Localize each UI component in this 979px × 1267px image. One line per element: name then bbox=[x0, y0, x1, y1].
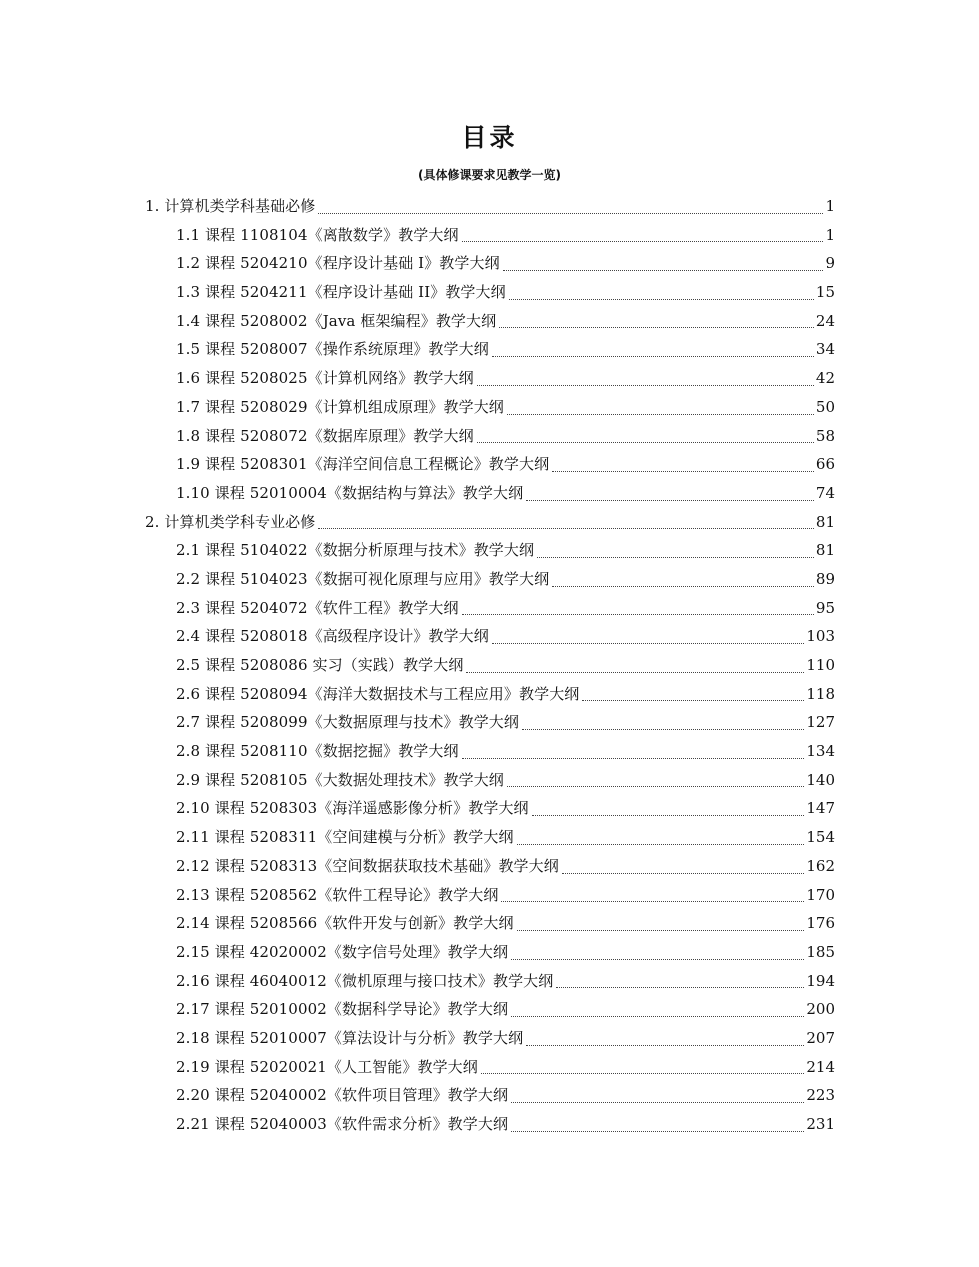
toc-entry[interactable] bbox=[145, 852, 835, 881]
toc-entry-title: 2.3 课程 5204072《软件工程》教学大纲 bbox=[176, 598, 459, 617]
toc-page-number: 58 bbox=[815, 426, 835, 445]
toc-entry[interactable] bbox=[145, 1024, 835, 1053]
toc-entry[interactable] bbox=[145, 967, 835, 996]
toc-page-number: 134 bbox=[806, 742, 835, 761]
toc-page-number: 74 bbox=[815, 483, 835, 502]
toc-page-number: 1 bbox=[825, 225, 835, 244]
toc-entry[interactable] bbox=[145, 651, 835, 680]
toc-entry[interactable] bbox=[145, 794, 835, 823]
dot-leader bbox=[511, 1015, 804, 1017]
toc-entry[interactable] bbox=[145, 307, 835, 336]
dot-leader bbox=[552, 585, 814, 587]
toc-entry-title: 2. 计算机类学科专业必修 bbox=[145, 512, 316, 531]
toc-page-number: 103 bbox=[806, 627, 835, 646]
table-of-contents bbox=[145, 192, 835, 1139]
dot-leader bbox=[537, 556, 814, 558]
toc-page-number: 24 bbox=[815, 311, 835, 330]
dot-leader bbox=[511, 958, 804, 960]
toc-entry[interactable] bbox=[145, 823, 835, 852]
toc-entry[interactable] bbox=[145, 995, 835, 1024]
toc-page-number: 231 bbox=[806, 1115, 835, 1133]
dot-leader bbox=[511, 1130, 804, 1132]
dot-leader bbox=[477, 441, 814, 443]
toc-entry-title: 2.4 课程 5208018《高级程序设计》教学大纲 bbox=[176, 627, 489, 646]
dot-leader bbox=[526, 499, 814, 501]
toc-entry[interactable] bbox=[145, 278, 835, 307]
toc-section-entry[interactable] bbox=[145, 508, 835, 537]
dot-leader bbox=[492, 355, 814, 357]
dot-leader bbox=[517, 929, 805, 931]
toc-page-number: 154 bbox=[806, 828, 835, 847]
toc-entry-title: 2.16 课程 46040012《微机原理与接口技术》教学大纲 bbox=[176, 971, 554, 990]
dot-leader bbox=[462, 613, 814, 615]
toc-page-number: 34 bbox=[815, 340, 835, 359]
toc-entry-title: 2.10 课程 5208303《海洋遥感影像分析》教学大纲 bbox=[176, 799, 529, 818]
toc-page-number: 66 bbox=[815, 455, 835, 474]
toc-entry-title: 1.4 课程 5208002《Java 框架编程》教学大纲 bbox=[176, 311, 497, 330]
dot-leader bbox=[466, 671, 804, 673]
toc-entry[interactable] bbox=[145, 594, 835, 623]
dot-leader bbox=[499, 326, 814, 328]
toc-entry-title: 2.6 课程 5208094《海洋大数据技术与工程应用》教学大纲 bbox=[176, 684, 580, 703]
toc-entry-title: 1.1 课程 1108104《离散数学》教学大纲 bbox=[176, 225, 459, 244]
toc-entry[interactable] bbox=[145, 766, 835, 795]
dot-leader bbox=[318, 212, 823, 214]
toc-entry[interactable] bbox=[145, 938, 835, 967]
dot-leader bbox=[501, 900, 804, 902]
toc-entry[interactable] bbox=[145, 249, 835, 278]
toc-entry-title: 2.5 课程 5208086 实习（实践）教学大纲 bbox=[176, 656, 464, 674]
toc-entry[interactable] bbox=[145, 1081, 835, 1110]
dot-leader bbox=[517, 843, 805, 845]
toc-entry[interactable] bbox=[145, 221, 835, 250]
toc-entry-title: 2.9 课程 5208105《大数据处理技术》教学大纲 bbox=[176, 770, 504, 789]
dot-leader bbox=[556, 986, 804, 988]
dot-leader bbox=[552, 470, 814, 472]
toc-page-number: 1 bbox=[825, 197, 835, 215]
toc-entry[interactable] bbox=[145, 393, 835, 422]
toc-page-number: 214 bbox=[806, 1057, 835, 1076]
toc-page-number: 9 bbox=[825, 254, 835, 273]
toc-page-number: 118 bbox=[806, 684, 835, 703]
toc-page-number: 42 bbox=[815, 369, 835, 388]
toc-entry[interactable] bbox=[145, 708, 835, 737]
page-title: 目录 bbox=[461, 123, 518, 152]
dot-leader bbox=[509, 298, 814, 300]
toc-page-number: 81 bbox=[815, 541, 835, 560]
toc-entry-title: 2.15 课程 42020002《数字信号处理》教学大纲 bbox=[176, 942, 509, 961]
toc-page-number: 50 bbox=[815, 397, 835, 416]
toc-page-number: 223 bbox=[806, 1086, 835, 1105]
toc-entry-title: 2.11 课程 5208311《空间建模与分析》教学大纲 bbox=[176, 828, 514, 847]
toc-entry-title: 2.13 课程 5208562《软件工程导论》教学大纲 bbox=[176, 885, 499, 904]
dot-leader bbox=[462, 757, 805, 759]
toc-page-number: 185 bbox=[806, 942, 835, 961]
toc-section-entry[interactable] bbox=[145, 192, 835, 221]
toc-entry[interactable] bbox=[145, 479, 835, 508]
dot-leader bbox=[477, 384, 814, 386]
toc-entry[interactable] bbox=[145, 335, 835, 364]
toc-entry-title: 2.21 课程 52040003《软件需求分析》教学大纲 bbox=[176, 1115, 509, 1133]
toc-page-number: 89 bbox=[815, 569, 835, 588]
toc-entry-title: 1.8 课程 5208072《数据库原理》教学大纲 bbox=[176, 426, 474, 445]
toc-page-number: 207 bbox=[806, 1028, 835, 1047]
toc-entry[interactable] bbox=[145, 1053, 835, 1082]
toc-entry-title: 1.10 课程 52010004《数据结构与算法》教学大纲 bbox=[176, 483, 524, 502]
toc-page-number: 147 bbox=[806, 799, 835, 818]
dot-leader bbox=[562, 872, 805, 874]
dot-leader bbox=[582, 699, 804, 701]
toc-entry-title: 1.7 课程 5208029《计算机组成原理》教学大纲 bbox=[176, 397, 504, 416]
dot-leader bbox=[481, 1072, 804, 1074]
dot-leader bbox=[526, 1044, 804, 1046]
toc-entry[interactable] bbox=[145, 450, 835, 479]
toc-entry[interactable] bbox=[145, 536, 835, 565]
dot-leader bbox=[522, 728, 804, 730]
toc-entry[interactable] bbox=[145, 680, 835, 709]
toc-page-number: 170 bbox=[806, 885, 835, 904]
toc-page-number: 81 bbox=[815, 512, 835, 531]
toc-entry-title: 2.14 课程 5208566《软件开发与创新》教学大纲 bbox=[176, 914, 514, 933]
toc-entry-title: 1.6 课程 5208025《计算机网络》教学大纲 bbox=[176, 369, 474, 388]
toc-entry-title: 1. 计算机类学科基础必修 bbox=[145, 197, 316, 215]
toc-entry-title: 2.20 课程 52040002《软件项目管理》教学大纲 bbox=[176, 1086, 509, 1105]
toc-entry[interactable] bbox=[145, 422, 835, 451]
dot-leader bbox=[462, 240, 824, 242]
toc-entry[interactable] bbox=[145, 364, 835, 393]
toc-entry-title: 1.9 课程 5208301《海洋空间信息工程概论》教学大纲 bbox=[176, 455, 550, 474]
toc-page-number: 176 bbox=[806, 914, 835, 933]
toc-page-number: 127 bbox=[806, 713, 835, 732]
dot-leader bbox=[492, 642, 805, 644]
toc-page-number: 110 bbox=[806, 656, 835, 674]
toc-entry-title: 2.7 课程 5208099《大数据原理与技术》教学大纲 bbox=[176, 713, 519, 732]
dot-leader bbox=[507, 413, 814, 415]
dot-leader bbox=[503, 269, 824, 271]
toc-entry-title: 2.2 课程 5104023《数据可视化原理与应用》教学大纲 bbox=[176, 569, 550, 588]
toc-entry[interactable] bbox=[145, 909, 835, 938]
dot-leader bbox=[507, 785, 804, 787]
toc-entry-title: 2.17 课程 52010002《数据科学导论》教学大纲 bbox=[176, 1000, 509, 1019]
toc-page-number: 200 bbox=[806, 1000, 835, 1019]
toc-entry-title: 2.1 课程 5104022《数据分析原理与技术》教学大纲 bbox=[176, 541, 535, 560]
toc-entry-title: 2.12 课程 5208313《空间数据获取技术基础》教学大纲 bbox=[176, 856, 559, 875]
toc-entry[interactable] bbox=[145, 737, 835, 766]
toc-entry-title: 2.19 课程 52020021《人工智能》教学大纲 bbox=[176, 1057, 478, 1076]
page-subtitle: (具体修课要求见教学一览) bbox=[418, 168, 561, 182]
toc-entry[interactable] bbox=[145, 881, 835, 910]
dot-leader bbox=[511, 1101, 804, 1103]
toc-page-number: 194 bbox=[806, 971, 835, 990]
toc-page-number: 162 bbox=[806, 856, 835, 875]
toc-page-number: 140 bbox=[806, 770, 835, 789]
toc-entry-title: 2.18 课程 52010007《算法设计与分析》教学大纲 bbox=[176, 1028, 524, 1047]
toc-entry[interactable] bbox=[145, 622, 835, 651]
toc-entry-title: 1.3 课程 5204211《程序设计基础 II》教学大纲 bbox=[176, 283, 506, 302]
dot-leader bbox=[318, 527, 814, 529]
toc-entry-title: 1.2 课程 5204210《程序设计基础 I》教学大纲 bbox=[176, 254, 500, 273]
toc-entry-title: 2.8 课程 5208110《数据挖掘》教学大纲 bbox=[176, 742, 459, 761]
toc-entry[interactable] bbox=[145, 1110, 835, 1139]
toc-entry[interactable] bbox=[145, 565, 835, 594]
toc-page-number: 15 bbox=[815, 283, 835, 302]
dot-leader bbox=[532, 814, 805, 816]
toc-page-number: 95 bbox=[815, 598, 835, 617]
toc-entry-title: 1.5 课程 5208007《操作系统原理》教学大纲 bbox=[176, 340, 489, 359]
